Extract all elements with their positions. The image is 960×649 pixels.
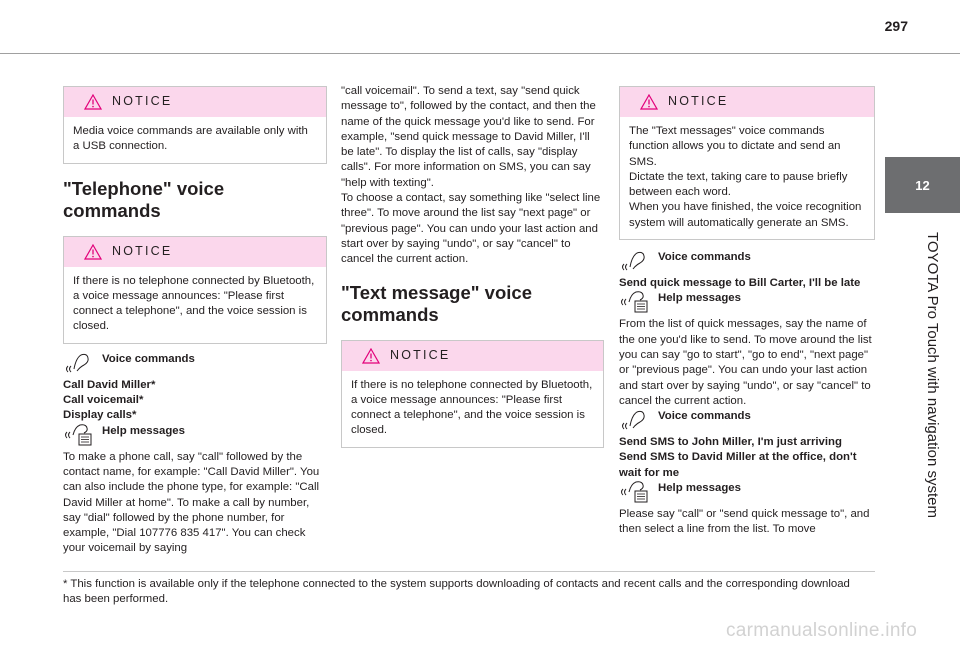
voice-command-icon (619, 409, 649, 431)
command-item: Send quick message to Bill Carter, I'll be late (619, 277, 861, 290)
command-item: Send SMS to John Miller, I'm just arriving (619, 436, 842, 449)
page-number: 297 (884, 18, 908, 34)
chapter-title: TOYOTA Pro Touch with navigation system (924, 232, 941, 518)
notice-text: If there is no telephone connected by Bluetooth, a voice message announces: "Please first connect a telephone", and the voice session is closed. (351, 378, 593, 437)
help-messages-icon (619, 291, 649, 313)
voice-command-icon (63, 352, 93, 374)
header-rule (0, 53, 960, 54)
warning-icon (84, 244, 102, 260)
voice-commands-label: Voice commands (658, 410, 751, 423)
notice-title: NOTICE (112, 243, 173, 258)
voice-commands-label: Voice commands (102, 352, 195, 365)
chapter-number: 12 (915, 177, 930, 193)
notice-box (63, 236, 327, 344)
help-messages-icon (63, 424, 93, 446)
section-title-telephone: "Telephone" voice commands (63, 177, 225, 221)
command-list (63, 378, 327, 424)
footnote: * This function is available only if the telephone connected to the system supports downloading of contacts and recent calls and the corresponding download has been performed. (63, 578, 850, 606)
notice-header (64, 87, 326, 117)
voice-command-icon (619, 250, 649, 272)
help-text: To make a phone call, say "call" followed by the contact name, for example: "Call David Miller". You can also include the phone type, for example: "Call David Miller at home". To make a call by number, say "dial" followed by the phone number, for example, "Dial 107776 835 417". You can check your voicemail by saying (63, 450, 320, 555)
voice-commands-row (619, 250, 875, 272)
column-1 (63, 86, 327, 557)
body-text: "call voicemail". To send a text, say "send quick message to", followed by the contact, and then the name of the quick message you'd like to send. For example, "send quick message to David Miller, I'll be late". To display the list of calls, say "display calls". For more information on SMS, you can say "help with texting". (341, 85, 596, 189)
help-messages-row (63, 424, 327, 446)
help-messages-row (619, 481, 875, 503)
footnote-rule (63, 571, 875, 572)
notice-title: NOTICE (390, 347, 451, 362)
voice-commands-row (619, 409, 875, 431)
notice-text: The "Text messages" voice commands function allows you to dictate and send an SMS. Dictate the text, taking care to pause briefly between each word. When you have finished, the voice recognition system will automatically generate an SMS. (629, 125, 862, 229)
warning-icon (84, 94, 102, 110)
help-messages-icon (619, 481, 649, 503)
notice-title: NOTICE (668, 94, 729, 109)
body-text: To choose a contact, say something like "select line three". To move around the list say "next page" or "previous page". You can undo your last action and start over by saying "undo", or say "cancel" to cancel the current action. (341, 192, 601, 266)
notice-box (63, 86, 327, 164)
command-item: Display calls* (63, 409, 137, 422)
voice-commands-label: Voice commands (658, 251, 751, 264)
notice-box (341, 340, 604, 448)
notice-title: NOTICE (112, 94, 173, 109)
chapter-tab[interactable] (885, 157, 960, 213)
warning-icon (362, 348, 380, 364)
notice-box (619, 86, 875, 240)
help-text: Please say "call" or "send quick message to", and then select a line from the list. To move (619, 508, 870, 536)
command-item: Send SMS to David Miller at the office, don't wait for me (619, 451, 857, 479)
help-messages-label: Help messages (102, 424, 185, 437)
voice-commands-row (63, 352, 327, 374)
help-messages-label: Help messages (658, 292, 741, 305)
command-item: Call David Miller* (63, 378, 156, 391)
notice-header (620, 87, 874, 117)
help-messages-row (619, 291, 875, 313)
notice-text: If there is no telephone connected by Bluetooth, a voice message announces: "Please first connect a telephone", and the voice session is closed. (73, 274, 315, 333)
column-2 (341, 84, 604, 448)
notice-text: Media voice commands are available only with a USB connection. (73, 125, 308, 153)
column-3 (619, 86, 875, 538)
notice-header (64, 237, 326, 267)
help-messages-label: Help messages (658, 482, 741, 495)
section-title-text-message: "Text message" voice commands (341, 281, 532, 325)
warning-icon (640, 94, 658, 110)
command-item: Call voicemail* (63, 394, 144, 407)
help-text: From the list of quick messages, say the name of the one you'd like to send. To move around the list you can say "go to start", "go to end", "next page" or "previous page". You can undo your last action and start over by saying "undo", or say "cancel" to cancel the current action. (619, 318, 872, 407)
notice-header (342, 341, 603, 371)
watermark: carmanualsonline.info (726, 620, 918, 641)
